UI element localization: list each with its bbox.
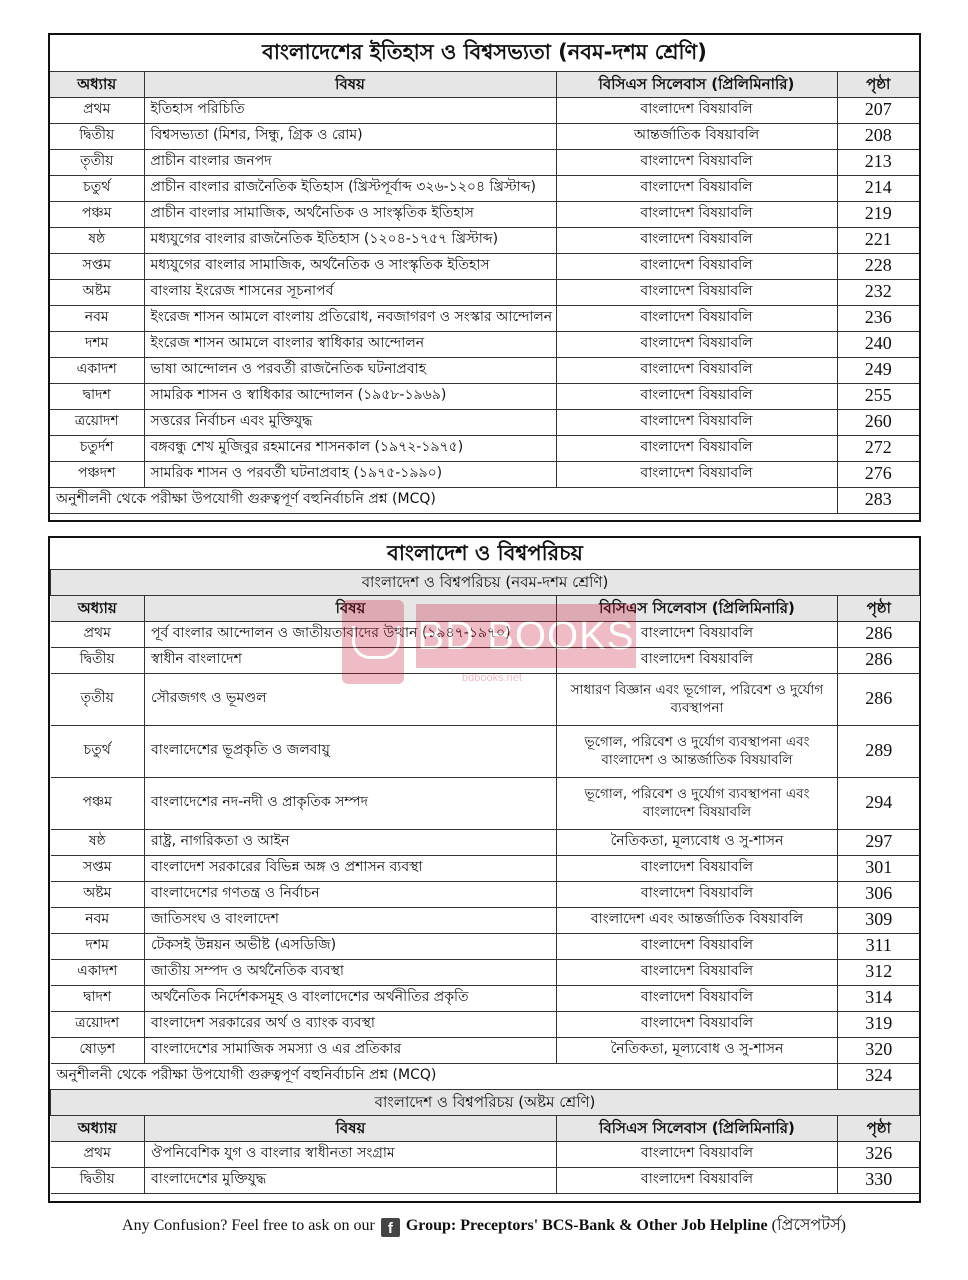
page-cell: 260 xyxy=(837,409,919,435)
chapter-cell: দ্বাদশ xyxy=(50,383,144,409)
table-row xyxy=(50,435,919,461)
footer-group-name[interactable]: Preceptors' BCS-Bank & Other Job Helpline xyxy=(460,1217,768,1234)
mcq-row xyxy=(50,487,919,513)
syllabus-cell: বাংলাদেশ বিষয়াবলি xyxy=(557,881,838,907)
page-cell: 219 xyxy=(837,201,919,227)
page-cell: 286 xyxy=(838,673,920,725)
subject-cell: সত্তরের নির্বাচন এবং মুক্তিযুদ্ধ xyxy=(144,409,556,435)
header-chapter: অধ্যায় xyxy=(50,71,144,97)
table-header-row xyxy=(51,595,920,621)
page-cell: 255 xyxy=(837,383,919,409)
chapter-cell: পঞ্চম xyxy=(51,777,145,829)
table-row xyxy=(50,279,919,305)
subject-cell: বাংলাদেশের সামাজিক সমস্যা ও এর প্রতিকার xyxy=(145,1037,557,1063)
header-subject: বিষয় xyxy=(145,1115,557,1141)
subject-cell: বাংলাদেশ সরকারের অর্থ ও ব্যাংক ব্যবস্থা xyxy=(145,1011,557,1037)
page-cell: 208 xyxy=(837,123,919,149)
subject-cell: বাংলাদেশের ভূপ্রকৃতি ও জলবায়ু xyxy=(145,725,557,777)
table-row xyxy=(50,227,919,253)
syllabus-cell: ভূগোল, পরিবেশ ও দুর্যোগ ব্যবস্থাপনা এবং বাংলাদেশ বিষয়াবলি xyxy=(557,777,838,829)
chapter-cell: দ্বিতীয় xyxy=(51,647,145,673)
subject-cell: বাংলায় ইংরেজ শাসনের সূচনাপর্ব xyxy=(144,279,556,305)
syllabus-cell: বাংলাদেশ বিষয়াবলি xyxy=(557,959,838,985)
subject-cell: বঙ্গবন্ধু শেখ মুজিবুর রহমানের শাসনকাল (১৯৭২-১৯৭৫) xyxy=(144,435,556,461)
section2-subtitle-8-row xyxy=(51,1089,920,1115)
page-cell: 297 xyxy=(838,829,920,855)
subject-cell: স্বাধীন বাংলাদেশ xyxy=(145,647,557,673)
mcq-row xyxy=(51,1063,920,1089)
syllabus-cell: বাংলাদেশ বিষয়াবলি xyxy=(556,149,837,175)
syllabus-cell: নৈতিকতা, মূল্যবোধ ও সু-শাসন xyxy=(557,1037,838,1063)
page-cell: 330 xyxy=(838,1167,920,1193)
facebook-icon[interactable]: f xyxy=(381,1218,400,1237)
syllabus-cell: বাংলাদেশ বিষয়াবলি xyxy=(556,201,837,227)
chapter-cell: অষ্টম xyxy=(51,881,145,907)
chapter-cell: ষষ্ঠ xyxy=(50,227,144,253)
chapter-cell: চতুর্দশ xyxy=(50,435,144,461)
syllabus-cell: আন্তর্জাতিক বিষয়াবলি xyxy=(556,123,837,149)
chapter-cell: সপ্তম xyxy=(51,855,145,881)
mcq-label: অনুশীলনী থেকে পরীক্ষা উপযোগী গুরুত্বপূর্ণ বহুনির্বাচনি প্রশ্ন (MCQ) xyxy=(50,487,837,513)
table-row xyxy=(51,777,920,829)
table-row xyxy=(51,621,920,647)
subject-cell: ইংরেজ শাসন আমলে বাংলায় প্রতিরোধ, নবজাগরণ ও সংস্কার আন্দোলন xyxy=(144,305,556,331)
footer-prefix: Any Confusion? Feel free to ask on our xyxy=(122,1217,375,1234)
syllabus-cell: বাংলাদেশ এবং আন্তর্জাতিক বিষয়াবলি xyxy=(557,907,838,933)
table-row xyxy=(51,933,920,959)
header-chapter: অধ্যায় xyxy=(51,595,145,621)
syllabus-cell: বাংলাদেশ বিষয়াবলি xyxy=(556,97,837,123)
page-cell: 326 xyxy=(838,1141,920,1167)
page-cell: 272 xyxy=(837,435,919,461)
page-cell: 319 xyxy=(838,1011,920,1037)
section2-subtitle-9-10: বাংলাদেশ ও বিশ্বপরিচয় (নবম-দশম শ্রেণি) xyxy=(51,569,920,595)
chapter-cell: পঞ্চম xyxy=(50,201,144,227)
table-row xyxy=(51,673,920,725)
subject-cell: বিশ্বসভ্যতা (মিশর, সিন্ধু, গ্রিক ও রোম) xyxy=(144,123,556,149)
table-row xyxy=(50,97,919,123)
syllabus-cell: বাংলাদেশ বিষয়াবলি xyxy=(557,647,838,673)
subject-cell: বাংলাদেশের নদ-নদী ও প্রাকৃতিক সম্পদ xyxy=(145,777,557,829)
table-row xyxy=(50,253,919,279)
table-row xyxy=(51,1167,920,1193)
syllabus-cell: বাংলাদেশ বিষয়াবলি xyxy=(557,855,838,881)
table-row xyxy=(50,461,919,487)
subject-cell: টেকসই উন্নয়ন অভীষ্ট (এসডিজি) xyxy=(145,933,557,959)
subject-cell: মধ্যযুগের বাংলার সামাজিক, অর্থনৈতিক ও সাংস্কৃতিক ইতিহাস xyxy=(144,253,556,279)
subject-cell: জাতীয় সম্পদ ও অর্থনৈতিক ব্যবস্থা xyxy=(145,959,557,985)
subject-cell: মধ্যযুগের বাংলার রাজনৈতিক ইতিহাস (১২০৪-১৭৫৭ খ্রিস্টাব্দ) xyxy=(144,227,556,253)
syllabus-cell: সাধারণ বিজ্ঞান এবং ভূগোল, পরিবেশ ও দুর্যোগ ব্যবস্থাপনা xyxy=(557,673,838,725)
bd-world-toc-section xyxy=(48,536,921,1203)
table-row xyxy=(51,881,920,907)
chapter-cell: দ্বিতীয় xyxy=(51,1167,145,1193)
table-row xyxy=(51,1011,920,1037)
chapter-cell: দ্বাদশ xyxy=(51,985,145,1011)
table-row xyxy=(50,357,919,383)
header-subject: বিষয় xyxy=(144,71,556,97)
chapter-cell: চতুর্থ xyxy=(51,725,145,777)
footer xyxy=(0,1212,968,1239)
subject-cell: ইংরেজ শাসন আমলে বাংলার স্বাধিকার আন্দোলন xyxy=(144,331,556,357)
page-cell: 214 xyxy=(837,175,919,201)
history-toc-section xyxy=(48,33,921,522)
table-row xyxy=(51,1141,920,1167)
table-row xyxy=(51,829,920,855)
subject-cell: রাষ্ট্র, নাগরিকতা ও আইন xyxy=(145,829,557,855)
page-cell: 232 xyxy=(837,279,919,305)
header-page: পৃষ্ঠা xyxy=(838,1115,920,1141)
chapter-cell: ত্রয়োদশ xyxy=(50,409,144,435)
syllabus-cell: নৈতিকতা, মূল্যবোধ ও সু-শাসন xyxy=(557,829,838,855)
page-cell: 207 xyxy=(837,97,919,123)
chapter-cell: দশম xyxy=(50,331,144,357)
subject-cell: বাংলাদেশ সরকারের বিভিন্ন অঙ্গ ও প্রশাসন ব্যবস্থা xyxy=(145,855,557,881)
subject-cell: প্রাচীন বাংলার জনপদ xyxy=(144,149,556,175)
subject-cell: জাতিসংঘ ও বাংলাদেশ xyxy=(145,907,557,933)
table-row xyxy=(50,409,919,435)
history-toc-table xyxy=(50,35,919,514)
table-row xyxy=(50,123,919,149)
page-cell: 309 xyxy=(838,907,920,933)
table-row xyxy=(51,725,920,777)
table-row xyxy=(50,175,919,201)
page-cell: 286 xyxy=(838,621,920,647)
chapter-cell: একাদশ xyxy=(51,959,145,985)
section1-title: বাংলাদেশের ইতিহাস ও বিশ্বসভ্যতা (নবম-দশম শ্রেণি) xyxy=(50,35,919,71)
table-row xyxy=(51,959,920,985)
table-row xyxy=(50,149,919,175)
table-header-row xyxy=(51,1115,920,1141)
subject-cell: অর্থনৈতিক নির্দেশকসমূহ ও বাংলাদেশের অর্থনীতির প্রকৃতি xyxy=(145,985,557,1011)
table-row xyxy=(51,1037,920,1063)
watermark-url: bdbooks.net xyxy=(462,672,522,684)
page-cell: 312 xyxy=(838,959,920,985)
page-cell: 286 xyxy=(838,647,920,673)
table-row xyxy=(51,647,920,673)
chapter-cell: তৃতীয় xyxy=(50,149,144,175)
chapter-cell: নবম xyxy=(50,305,144,331)
chapter-cell: চতুর্থ xyxy=(50,175,144,201)
page-cell: 294 xyxy=(838,777,920,829)
syllabus-cell: বাংলাদেশ বিষয়াবলি xyxy=(556,435,837,461)
syllabus-cell: বাংলাদেশ বিষয়াবলি xyxy=(556,175,837,201)
subject-cell: সৌরজগৎ ও ভূমণ্ডল xyxy=(145,673,557,725)
chapter-cell: ষষ্ঠ xyxy=(51,829,145,855)
page-cell: 213 xyxy=(837,149,919,175)
chapter-cell: দ্বিতীয় xyxy=(50,123,144,149)
syllabus-cell: বাংলাদেশ বিষয়াবলি xyxy=(556,357,837,383)
watermark-brand: BD BOOKS xyxy=(416,604,636,668)
mcq-page: 324 xyxy=(838,1063,920,1089)
page-cell: 249 xyxy=(837,357,919,383)
subject-cell: বাংলাদেশের গণতন্ত্র ও নির্বাচন xyxy=(145,881,557,907)
mcq-page: 283 xyxy=(837,487,919,513)
table-row xyxy=(50,383,919,409)
syllabus-cell: বাংলাদেশ বিষয়াবলি xyxy=(557,621,838,647)
table-row xyxy=(51,855,920,881)
page-cell: 301 xyxy=(838,855,920,881)
page-cell: 276 xyxy=(837,461,919,487)
syllabus-cell: বাংলাদেশ বিষয়াবলি xyxy=(556,305,837,331)
header-syllabus: বিসিএস সিলেবাস (প্রিলিমিনারি) xyxy=(556,71,837,97)
bd-world-toc-table xyxy=(50,538,920,1194)
syllabus-cell: বাংলাদেশ বিষয়াবলি xyxy=(556,461,837,487)
subject-cell: প্রাচীন বাংলার সামাজিক, অর্থনৈতিক ও সাংস্কৃতিক ইতিহাস xyxy=(144,201,556,227)
chapter-cell: একাদশ xyxy=(50,357,144,383)
table-row xyxy=(51,907,920,933)
syllabus-cell: বাংলাদেশ বিষয়াবলি xyxy=(556,383,837,409)
header-subject: বিষয় xyxy=(145,595,557,621)
subject-cell: সামরিক শাসন ও পরবর্তী ঘটনাপ্রবাহ (১৯৭৫-১৯৯০) xyxy=(144,461,556,487)
table-row xyxy=(50,331,919,357)
syllabus-cell: ভূগোল, পরিবেশ ও দুর্যোগ ব্যবস্থাপনা এবং বাংলাদেশ ও আন্তর্জাতিক বিষয়াবলি xyxy=(557,725,838,777)
mcq-label: অনুশীলনী থেকে পরীক্ষা উপযোগী গুরুত্বপূর্ণ বহুনির্বাচনি প্রশ্ন (MCQ) xyxy=(51,1063,838,1089)
chapter-cell: সপ্তম xyxy=(50,253,144,279)
chapter-cell: নবম xyxy=(51,907,145,933)
syllabus-cell: বাংলাদেশ বিষয়াবলি xyxy=(556,253,837,279)
table-row xyxy=(51,985,920,1011)
syllabus-cell: বাংলাদেশ বিষয়াবলি xyxy=(557,1011,838,1037)
subject-cell: ঔপনিবেশিক যুগ ও বাংলার স্বাধীনতা সংগ্রাম xyxy=(145,1141,557,1167)
table-header-row xyxy=(50,71,919,97)
syllabus-cell: বাংলাদেশ বিষয়াবলি xyxy=(557,985,838,1011)
header-page: পৃষ্ঠা xyxy=(837,71,919,97)
section2-subtitle-9-10-row xyxy=(51,569,920,595)
syllabus-cell: বাংলাদেশ বিষয়াবলি xyxy=(556,227,837,253)
chapter-cell: পঞ্চদশ xyxy=(50,461,144,487)
page-cell: 228 xyxy=(837,253,919,279)
table-row xyxy=(50,305,919,331)
section1-title-row xyxy=(50,35,919,71)
page-cell: 311 xyxy=(838,933,920,959)
header-page: পৃষ্ঠা xyxy=(838,595,920,621)
chapter-cell: প্রথম xyxy=(50,97,144,123)
page-cell: 236 xyxy=(837,305,919,331)
header-syllabus: বিসিএস সিলেবাস (প্রিলিমিনারি) xyxy=(557,595,838,621)
syllabus-cell: বাংলাদেশ বিষয়াবলি xyxy=(557,1141,838,1167)
section2-title: বাংলাদেশ ও বিশ্বপরিচয় xyxy=(51,538,920,569)
page-cell: 240 xyxy=(837,331,919,357)
subject-cell: সামরিক শাসন ও স্বাধিকার আন্দোলন (১৯৫৮-১৯৬৯) xyxy=(144,383,556,409)
syllabus-cell: বাংলাদেশ বিষয়াবলি xyxy=(557,1167,838,1193)
page-cell: 320 xyxy=(838,1037,920,1063)
syllabus-cell: বাংলাদেশ বিষয়াবলি xyxy=(556,331,837,357)
syllabus-cell: বাংলাদেশ বিষয়াবলি xyxy=(557,933,838,959)
footer-group-label: Group: xyxy=(405,1217,457,1234)
chapter-cell: ত্রয়োদশ xyxy=(51,1011,145,1037)
subject-cell: বাংলাদেশের মুক্তিযুদ্ধ xyxy=(145,1167,557,1193)
subject-cell: পূর্ব বাংলার আন্দোলন ও জাতীয়তাবাদের উত্থান (১৯৪৭-১৯৭০) xyxy=(145,621,557,647)
header-syllabus: বিসিএস সিলেবাস (প্রিলিমিনারি) xyxy=(557,1115,838,1141)
section2-subtitle-8: বাংলাদেশ ও বিশ্বপরিচয় (অষ্টম শ্রেণি) xyxy=(51,1089,920,1115)
page-cell: 221 xyxy=(837,227,919,253)
page-cell: 289 xyxy=(838,725,920,777)
chapter-cell: অষ্টম xyxy=(50,279,144,305)
page-cell: 306 xyxy=(838,881,920,907)
chapter-cell: ষোড়শ xyxy=(51,1037,145,1063)
chapter-cell: প্রথম xyxy=(51,1141,145,1167)
header-chapter: অধ্যায় xyxy=(51,1115,145,1141)
page-cell: 314 xyxy=(838,985,920,1011)
subject-cell: প্রাচীন বাংলার রাজনৈতিক ইতিহাস (খ্রিস্টপূর্বাব্দ ৩২৬-১২০৪ খ্রিস্টাব্দ) xyxy=(144,175,556,201)
chapter-cell: প্রথম xyxy=(51,621,145,647)
table-row xyxy=(50,201,919,227)
subject-cell: ইতিহাস পরিচিতি xyxy=(144,97,556,123)
chapter-cell: দশম xyxy=(51,933,145,959)
syllabus-cell: বাংলাদেশ বিষয়াবলি xyxy=(556,409,837,435)
section2-title-row xyxy=(51,538,920,569)
chapter-cell: তৃতীয় xyxy=(51,673,145,725)
footer-suffix: (প্রিসেপটর্স) xyxy=(771,1217,846,1234)
syllabus-cell: বাংলাদেশ বিষয়াবলি xyxy=(556,279,837,305)
subject-cell: ভাষা আন্দোলন ও পরবর্তী রাজনৈতিক ঘটনাপ্রবাহ xyxy=(144,357,556,383)
